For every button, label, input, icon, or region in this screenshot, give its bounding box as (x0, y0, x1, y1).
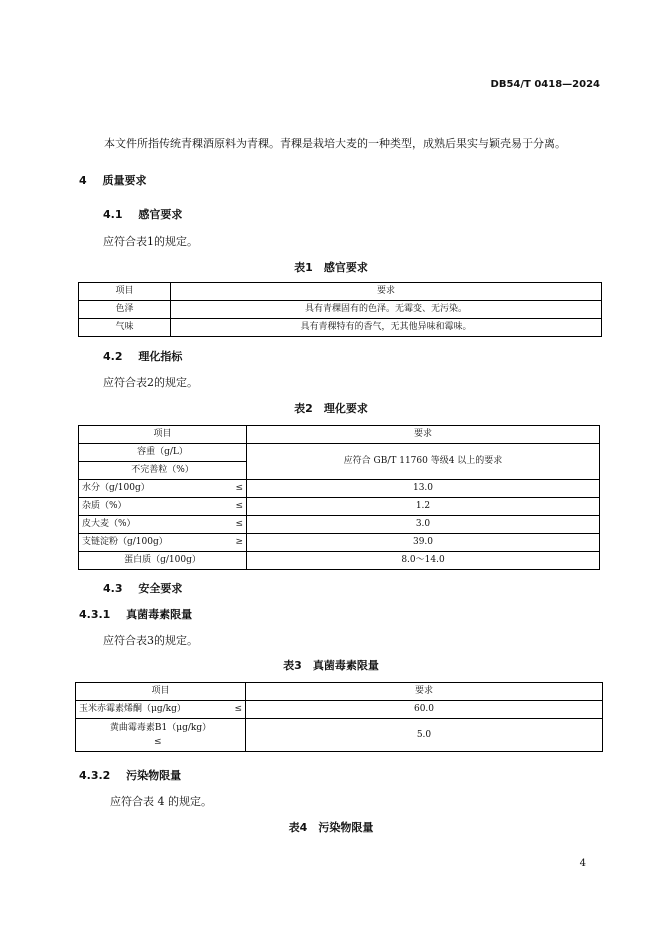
table-cell (79, 516, 247, 534)
section-number: 4 (79, 174, 87, 187)
table-cell: 8.0～14.0 (247, 552, 600, 570)
intro-paragraph: 本文件所指传统青稞酒原料为青稞。青稞是栽培大麦的一种类型，成熟后果实与颖壳易于分离。 (104, 137, 566, 150)
section-4-2-text: 应符合表2的规定。 (103, 376, 198, 389)
section-title: 质量要求 (102, 174, 147, 187)
table-cell: 色泽 (79, 301, 171, 319)
item-label: 玉米赤霉素烯酮（μg/kg） (79, 704, 186, 714)
table-row (79, 498, 600, 516)
header-cell: 要求 (171, 283, 602, 301)
header-cell: 项目 (79, 283, 171, 301)
table-3-caption: 表3 真菌毒素限量 (283, 659, 379, 672)
item-label: 杂质（%） (82, 501, 127, 511)
section-number: 4.3.1 (79, 608, 111, 621)
header-cell: 要求 (246, 683, 603, 701)
item-label: 水分（g/100g） (82, 483, 150, 493)
comparison-symbol: ≤ (235, 519, 243, 529)
table-row (79, 301, 602, 319)
table-cell (76, 719, 246, 752)
table-row (79, 319, 602, 337)
section-number: 4.2 (103, 350, 123, 363)
table-cell: 蛋白质（g/100g） (79, 552, 247, 570)
table-cell: 60.0 (246, 701, 603, 719)
comparison-symbol: ≥ (235, 537, 243, 547)
table-cell (79, 534, 247, 552)
table-cell: 39.0 (247, 534, 600, 552)
section-4-3-2-text: 应符合表 4 的规定。 (110, 795, 212, 808)
table-cell (76, 701, 246, 719)
comparison-symbol: ≤ (235, 483, 243, 493)
section-4-1-text: 应符合表1的规定。 (103, 235, 198, 248)
section-title: 感官要求 (138, 208, 183, 221)
section-4-3-1-heading (79, 606, 192, 622)
table-cell: 5.0 (246, 719, 603, 752)
table-row (79, 516, 600, 534)
item-label: 黄曲霉毒素B1（μg/kg） (109, 723, 212, 733)
table-row (79, 552, 600, 570)
table-cell: 13.0 (247, 480, 600, 498)
section-title: 真菌毒素限量 (126, 608, 193, 621)
comparison-symbol: ≤ (234, 704, 242, 714)
table-1-caption: 表1 感官要求 (294, 261, 368, 274)
table-cell: 3.0 (247, 516, 600, 534)
table-header-row (76, 683, 603, 701)
table-cell (79, 480, 247, 498)
section-number: 4.3 (103, 582, 123, 595)
section-number: 4.1 (103, 208, 123, 221)
section-4-heading (79, 172, 147, 188)
header-cell: 项目 (76, 683, 246, 701)
section-title: 理化指标 (138, 350, 183, 363)
section-number: 4.3.2 (79, 769, 111, 782)
header-cell: 项目 (79, 426, 247, 444)
section-4-3-heading (103, 580, 182, 596)
table-header-row (79, 426, 600, 444)
table-row (79, 480, 600, 498)
section-4-2-heading (103, 348, 182, 364)
table-cell: 容重（g/L） (79, 444, 247, 462)
table-cell: 不完善粒（%） (79, 462, 247, 480)
page-number: 4 (579, 858, 586, 869)
table-2 (78, 425, 600, 570)
table-cell: 具有青稞特有的香气，无其他异味和霉味。 (171, 319, 602, 337)
table-3 (75, 682, 603, 752)
table-cell (79, 498, 247, 516)
table-cell: 1.2 (247, 498, 600, 516)
section-title: 污染物限量 (126, 769, 182, 782)
table-row (76, 719, 603, 752)
section-title: 安全要求 (138, 582, 183, 595)
table-row (79, 444, 600, 462)
table-2-caption: 表2 理化要求 (294, 402, 368, 415)
document-code: DB54/T 0418—2024 (490, 79, 600, 90)
table-cell: 气味 (79, 319, 171, 337)
section-4-3-2-heading (79, 767, 181, 783)
table-4-caption: 表4 污染物限量 (288, 821, 374, 834)
item-label: 支链淀粉（g/100g） (82, 537, 168, 547)
table-cell: 具有青稞固有的色泽。无霉变、无污染。 (171, 301, 602, 319)
merged-requirement-cell: 应符合 GB/T 11760 等级4 以上的要求 (247, 444, 600, 480)
comparison-symbol: ≤ (154, 737, 162, 747)
comparison-symbol: ≤ (235, 501, 243, 511)
section-4-3-1-text: 应符合表3的规定。 (103, 634, 198, 647)
section-4-1-heading (103, 206, 182, 222)
table-1 (78, 282, 602, 337)
table-row (79, 534, 600, 552)
item-label: 皮大麦（%） (82, 519, 136, 529)
table-row (76, 701, 603, 719)
table-header-row (79, 283, 602, 301)
header-cell: 要求 (247, 426, 600, 444)
